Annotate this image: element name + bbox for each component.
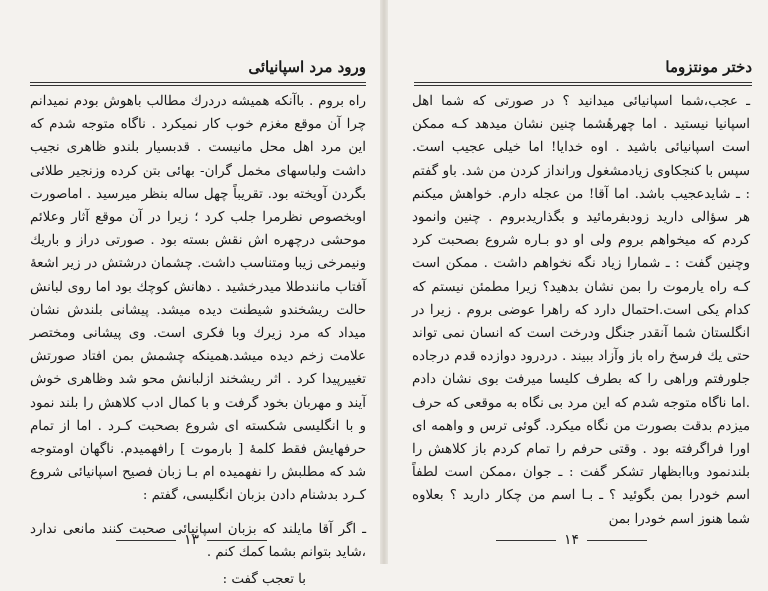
left-closing-line: با تعجب گفت : <box>222 572 306 588</box>
left-running-title: ورود مرد اسپانیائی <box>248 58 366 76</box>
right-page-number: ۱۴ <box>564 532 580 548</box>
left-page-body <box>30 90 366 591</box>
left-header-rule <box>30 82 366 86</box>
footer-rule-left <box>496 540 556 541</box>
right-page-header <box>414 58 752 84</box>
left-quote-paragraph: ـ اگر آقا مایلند که بزبان اسپانیائی صحبت کنند مانعی ندارد ،شاید بتوانم بشما کمك کنم . <box>30 521 366 560</box>
right-page <box>384 0 768 564</box>
right-header-rule <box>414 82 752 86</box>
left-page-number: ۱۳ <box>184 532 200 548</box>
footer-rule-right <box>587 540 647 541</box>
footer-rule-left <box>116 540 176 541</box>
right-page-body <box>412 90 750 531</box>
right-running-title: دختر مونتزوما <box>665 58 752 76</box>
left-body-paragraph: راه بروم . باآنکه همیشه دردرك مطالب باهوش بودم نمیدانم چرا آن موقع مغزم خوب کار نمیکرد . ناگاه متوجه شدم که این مرد اهل محل مانیست . قدبسیار بلندو ظاهری نجیب داشت ولباسهای مخمل گران- بهائی بتن کرده وزنجیر طلائی بگردن آویخته بود. تقریباً چهل ساله بنظر میرسید . اماصورت اوبخصوص نظرمرا جلب کرد ؛ زیرا در آن موقع آثار وعلائم موحشی درچهره اش نقش بسته بود . صورتی دراز و باریك ونیمرخی زیبا ومتناسب داشت. چشمان درشتش در زیر اشعهٔ آفتاب مانندطلا میدرخشید . دهانش کوچك بود اما روی لبانش حالت ریشخندو شیطنت دیده میشد. پیشانی بلندش نشان میداد که مرد زیرك وبا فکری است. وی پیشانی ومختصر علامت زخم دیده میشد.همینکه چشمش بمن افتاد صورتش تغییرپیدا کرد . اثر ریشخند ازلبانش محو شد وظاهری خوش آیند و مهربان بخود گرفت و با کمال ادب کلاهش را بلند نمود و با انگلیسی شکسته ای شروع بصحبت کـرد . اما از تمام حرفهایش فقط کلمهٔ [ بارموت ] رافهمیدم. ناگهان اومتوجه شد که مطلبش را نفهمیده ام بـا زبان فصیح اسپانیائی شروع کـرد بدشنام دادن بزبان انگلیسی، گفتم : <box>30 94 366 504</box>
footer-rule-right <box>207 540 267 541</box>
left-page-footer <box>116 533 267 547</box>
left-page <box>0 0 384 588</box>
right-body-paragraph: ـ عجب،شما اسپانیائی میدانید ؟ در صورتی که شما اهل اسپانیا نیستید . اما چهرهٔشما چنین نشان میدهد کـه ممکن است اسپانیائی باشید . اوه خدایا! اما خیلی عجیب است. سپس با کنجکاوی زیادمشغول ورانداز کردن من شد. باو گفتم : ـ شایدعجیب باشد. اما آقا! من عجله دارم. خواهش میکنم هر سؤالی دارید زودبفرمائید و بگذاریدبروم . چنین وانمود کردم که میخواهم بروم ولی او دو بـاره شروع بصحبت کرد وچنین گفت : ـ شمارا زیاد نگه نخواهم داشت . ممکن است کـه راه یارموت را بمن نشان بدهید؟ زیرا مطمئن نیستم که کدام یکی است.احتمال دارد که راهرا عوضی بروم . زیرا در انگلستان شما آنقدر جنگل ودرخت است که انسان نمی تواند حتی یك فرسخ راه باز وآزاد ببیند . دردرود دوازده قدم درجاده جلورفتم وراهی را که بطرف کلیسا میرفت بوی نشان دادم .اما ناگاه متوجه شدم که این مرد بی نگاه به موقعی که حرف میزدم بدقت بصورت من نگاه میکرد. گوئی ترس و واهمه ای اورا فراگرفته بود . وقتی حرفم را تمام کردم باز کلاهش را بلندنمود وباابظهار تشکر گفت : ـ جوان ،ممکن است لطفاً اسم خودرا بمن بگوئید ؟ ـ بـا اسم من چکار دارید ؟ بعلاوه شما هنوز اسم خودرا بمن <box>412 94 750 527</box>
left-page-header <box>30 58 366 84</box>
right-page-footer <box>496 533 647 547</box>
